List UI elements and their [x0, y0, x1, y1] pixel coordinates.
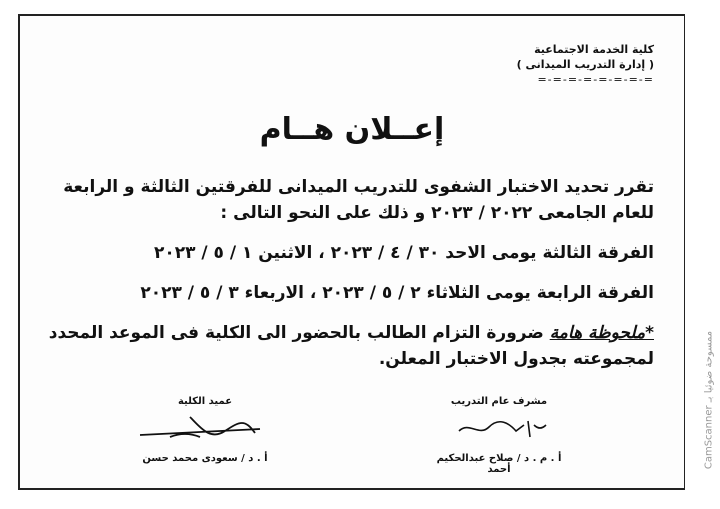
announcement-title: إعــلان هــام: [259, 112, 445, 147]
document-page: [18, 14, 685, 490]
note-text: ضرورة التزام الطالب بالحضور الى الكلية فى الموعد المحدد لمجموعته بجدول الاختبار المعلن.: [48, 323, 654, 369]
scanner-watermark: [702, 300, 716, 500]
watermark-text: CamScanner ممسوحة ضوئيا بـ: [703, 330, 715, 470]
fourth-year-schedule: الفرقة الرابعة يومى الثلاثاء ٢ / ٥ / ٢٠٢٣ ، الاربعاء ٣ / ٥ / ٢٠٢٣: [140, 283, 654, 303]
dean-signature: [130, 396, 280, 464]
department-name: ( إدارة التدريب الميدانى ): [516, 58, 654, 71]
supervisor-role: مشرف عام التدريب: [450, 396, 548, 407]
intro-paragraph: تقرر تحديد الاختبار الشفوى للتدريب الميدانى للفرقتين الثالثة و الرابعة للعام الجامعى ٢٠٢٢ / ٢٠٢٣ و ذلك على النحو التالى :: [63, 177, 654, 223]
dean-signature-mark: [130, 407, 280, 447]
supervisor-signature-mark: [424, 407, 574, 447]
faculty-name: كلية الخدمة الاجتماعية: [534, 43, 654, 56]
announcement-body: [40, 174, 654, 372]
third-year-schedule: الفرقة الثالثة يومى الاحد ٣٠ / ٤ / ٢٠٢٣ ، الاثنين ١ / ٥ / ٢٠٢٣: [153, 243, 654, 263]
dean-role: عميد الكلية: [177, 396, 233, 407]
dean-name: أ . د / سعودى محمد حسن: [142, 453, 268, 464]
header-divider: =-=-=-=-=-=-=-=: [537, 73, 654, 86]
supervisor-name: أ . م . د / صلاح عبدالحكيم أحمد: [436, 453, 562, 475]
note-label: *ملحوظة هامة: [549, 323, 654, 343]
training-supervisor-signature: [424, 396, 574, 475]
institution-header: [517, 42, 654, 87]
important-note: [40, 320, 654, 372]
